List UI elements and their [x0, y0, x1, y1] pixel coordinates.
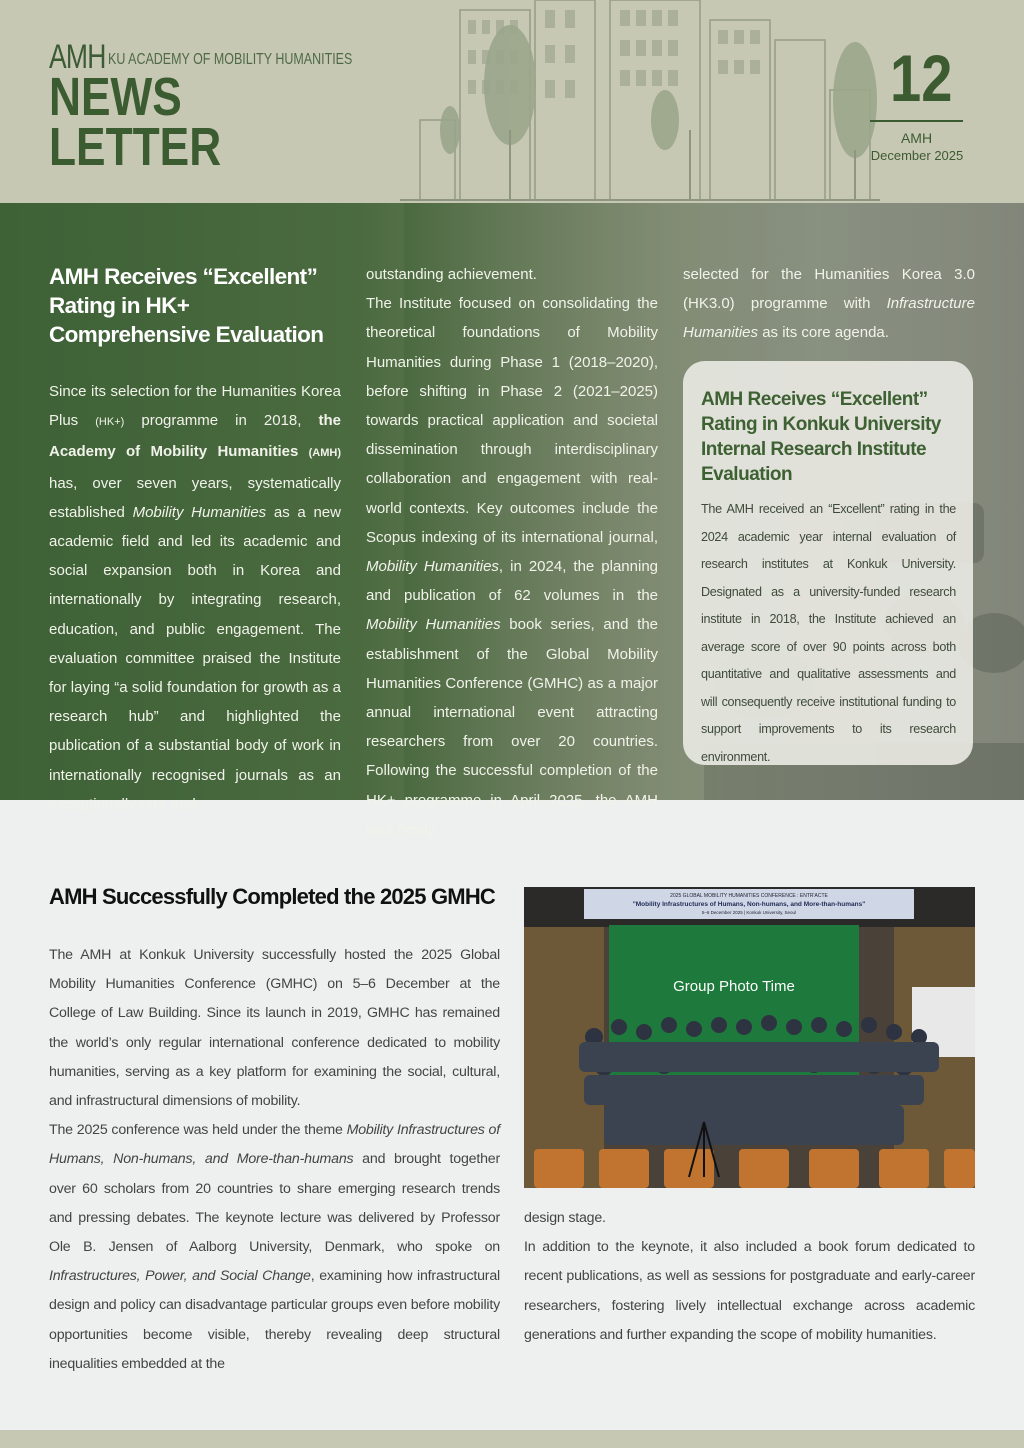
banner-line-1: 2025 GLOBAL MOBILITY HUMANITIES CONFERENCE : ENTR'ACTE [670, 893, 828, 899]
gmhc-paragraph: In addition to the keynote, it also included a book forum dedicated to recent publications, as well as sessions for postgraduate and early-career researchers, fostering lively intellectual exchange across academic generations and further expanding the scope of mobility humanities. [524, 1239, 975, 1343]
lead-text: as its core agenda. [758, 324, 889, 342]
keynote-title: Infrastructures, Power, and Social Change [49, 1268, 311, 1285]
lead-column-1 [49, 377, 341, 819]
banner-line-3: 5–6 December 2025 | Konkuk University, Seoul [701, 910, 797, 915]
masthead [0, 0, 1024, 203]
lead-text: The Institute focused on consolidating the theoretical foundations of Mobility Humanities during Phase 1 (2018–2020), before shifting in Phase 2 (2021–2025) towards practical application and societal dissemination through interdisciplinary collaboration and engagement with real-world contexts. Key outcomes include the Scopus indexing of its international journal, [366, 295, 658, 546]
screen-text: Group Photo Time [673, 978, 795, 995]
issue-number: 12 [890, 41, 953, 115]
amh-abbr: (AMH) [308, 447, 341, 460]
masthead-letter: LETTER [49, 117, 222, 177]
conference-theme: Mobility Infrastructures of Humans, Non-humans, and More-than-humans [49, 1122, 500, 1168]
agenda-title: Infrastructure Humanities [683, 295, 975, 342]
gmhc-paragraph: The AMH at Konkuk University successfully hosted the 2025 Global Mobility Humanities Conference (GMHC) on 5–6 December at the College of Law Building. Since its launch in 2019, GMHC has remained the world’s only regular international conference dedicated to mobility humanities, serving as a key platform for examining the social, cultural, and infrastructural dimensions of mobility. [49, 947, 500, 1110]
issue-date: December 2025 [870, 148, 964, 163]
gmhc-text: and brought together over 60 scholars from 20 countries to share emerging research trends and pressing debates. The keynote lecture was delivered by Professor Ole B. Jensen of Aalborg University, Denmark, who spoke on [49, 1151, 500, 1256]
lead-column-3 [683, 260, 975, 348]
lead-text: book series, and the establishment of the Global Mobility Humanities Conference (GMHC) as a major annual international event attracting researchers from over 20 countries. Following the successful completion of the HK+ programme in April 2025, the AMH was newly [366, 616, 658, 838]
masthead-amh: AMH [49, 38, 106, 76]
gmhc-column-1 [49, 941, 500, 1379]
lead-column-2 [366, 260, 658, 844]
banner-line-2: "Mobility Infrastructures of Humans, Non-humans, and More-than-humans" [632, 901, 866, 908]
masthead-news: NEWS [49, 67, 182, 127]
lead-text: has, over seven years, systematically established [49, 474, 341, 521]
lead-text: as a new academic field and led its academic and social expansion both in Korea and internationally by integrating research, education, and public engagement. The evaluation committee praised the Institute for laying “a solid foundation for growth as a research hub” and highlighted the publication of a substantial body of work in internationally recognised journals as an exceptionally rare and [49, 503, 341, 813]
journal-title: Mobility Humanities [366, 558, 499, 576]
group-photo-illustration [524, 887, 975, 1188]
lead-emphasis: Mobility Humanities [132, 503, 267, 521]
masthead-title [49, 67, 222, 177]
lead-text: , in 2024, the planning and publication of 62 volumes in the [366, 558, 659, 605]
series-title: Mobility Humanities [366, 616, 501, 634]
issue-divider [870, 120, 963, 122]
card-body: The AMH received an “Excellent” rating in the 2024 academic year internal evaluation of research institutes at Konkuk University. Designated as a university-funded research institute in 2018, the Institute achieved an average score of over 90 points across both quantitative and qualitative assessments and will consequently receive institutional funding to support improvements to its research environment. [701, 502, 956, 764]
group-photo [524, 887, 975, 1188]
lead-text: selected for the Humanities Korea 3.0 (HK3.0) programme with [683, 266, 975, 313]
gmhc-text: The 2025 conference was held under the theme [49, 1122, 347, 1139]
amh-name: the Academy of Mobility Humanities [49, 412, 341, 461]
masthead-subtitle: KU ACADEMY OF MOBILITY HUMANITIES [108, 51, 353, 68]
footer-bar [0, 1430, 1024, 1448]
lead-text: programme in 2018, [124, 412, 319, 430]
gmhc-headline: AMH Successfully Completed the 2025 GMHC [49, 884, 496, 909]
card-headline: AMH Receives “Excellent” Rating in Konkuk University Internal Research Institute Evaluation [701, 389, 941, 485]
hk-abbr: (HK+) [95, 416, 125, 429]
gmhc-text: , examining how infrastructural design and policy can disadvantage particular groups even before mobility opportunities become visible, thereby revealing deep structural inequalities embedded at the [49, 1268, 500, 1372]
lead-text: Since its selection for the Humanities Korea Plus [49, 383, 341, 430]
lead-text: outstanding achievement. [366, 266, 537, 283]
lead-headline: AMH Receives “Excellent” Rating in HK+ Comprehensive Evaluation [49, 264, 324, 347]
gmhc-column-2 [524, 1204, 975, 1350]
issue-org: AMH [900, 130, 933, 146]
gmhc-paragraph: design stage. [524, 1210, 606, 1226]
city-illustration [400, 0, 880, 203]
